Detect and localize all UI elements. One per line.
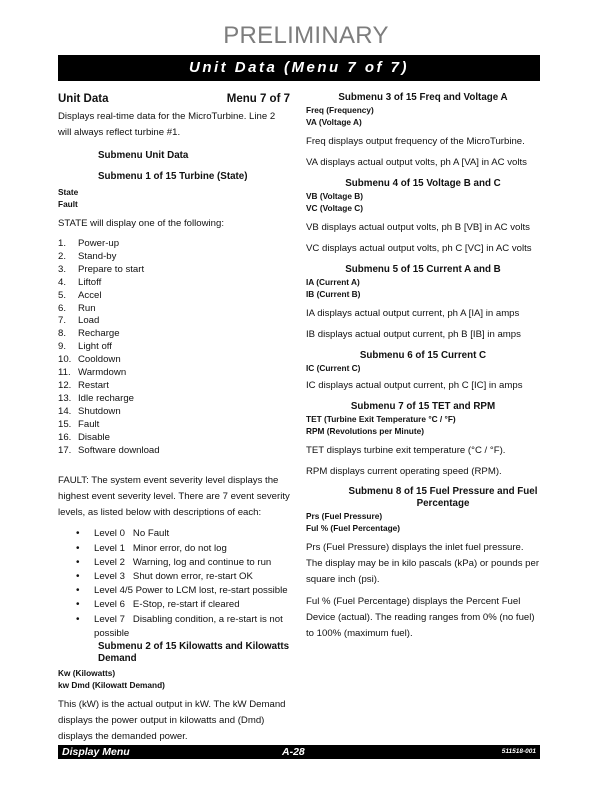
vb-label: VB (Voltage B) xyxy=(306,191,364,201)
severity-level-text: Level 6 E-Stop, re-start if cleared xyxy=(94,599,240,611)
severity-level-item xyxy=(76,527,290,541)
state-name: Software download xyxy=(78,444,160,456)
state-list-item xyxy=(58,238,290,251)
state-name: Load xyxy=(78,315,100,327)
section-title: Unit Data xyxy=(58,93,109,105)
severity-level-text: Level 4/5 Power to LCM lost, re-start possible xyxy=(94,585,288,597)
state-list-item xyxy=(58,315,290,328)
vc-description: VC displays actual output volts, ph C [VC] in AC volts xyxy=(306,243,532,254)
document-number: 511518-001 xyxy=(501,748,536,755)
rpm-label: RPM (Revolutions per Minute) xyxy=(306,426,424,436)
state-name: Warmdown xyxy=(78,367,127,379)
state-list-item xyxy=(58,406,290,419)
freq-label: Freq (Frequency) xyxy=(306,105,374,115)
severity-level-text: Level 3 Shut down error, re-start OK xyxy=(94,571,253,583)
intro-text: Displays real-time data for the MicroTurbine. Line 2 will always reflect turbine #1. xyxy=(58,111,276,138)
bullet-icon: • xyxy=(76,528,80,540)
kw-label: Kw (Kilowatts) xyxy=(58,668,116,679)
severity-level-item xyxy=(76,542,290,556)
submenu-8-heading: Submenu 8 of 15 Fuel Pressure and Fuel Percentage xyxy=(348,486,538,509)
tet-description: TET displays turbine exit temperature (°C / °F). xyxy=(306,445,506,456)
state-name: Disable xyxy=(78,431,110,443)
vc-label: VC (Voltage C) xyxy=(306,203,364,213)
submenu-3-heading: Submenu 3 of 15 Freq and Voltage A xyxy=(338,92,508,103)
state-number: 9. xyxy=(58,341,67,353)
severity-level-text: Level 1 Minor error, do not log xyxy=(94,542,227,554)
state-number: 17. xyxy=(58,444,72,456)
left-column xyxy=(58,91,290,745)
state-list-item xyxy=(58,445,290,458)
kw-description: This (kW) is the actual output in kW. The kW Demand displays the power output in kilowatts and (Dmd) displays the demanded power. xyxy=(58,699,286,743)
bullet-icon: • xyxy=(76,542,80,554)
page-number: A-28 xyxy=(282,746,305,758)
severity-level-item xyxy=(76,613,290,641)
state-number: 7. xyxy=(58,315,67,327)
state-intro: STATE will display one of the following: xyxy=(58,218,225,229)
state-list-item xyxy=(58,380,290,393)
ia-label: IA (Current A) xyxy=(306,277,360,287)
bullet-icon: • xyxy=(76,613,80,625)
state-number: 6. xyxy=(58,302,67,314)
bullet-icon: • xyxy=(76,571,80,583)
submenu-4-heading: Submenu 4 of 15 Voltage B and C xyxy=(345,178,501,189)
state-name: Restart xyxy=(78,379,109,391)
state-name: Cooldown xyxy=(78,354,121,366)
tet-label: TET (Turbine Exit Temperature °C / °F) xyxy=(306,414,456,424)
state-name: Fault xyxy=(78,418,100,430)
state-number: 11. xyxy=(58,367,71,379)
state-number: 10. xyxy=(58,354,72,366)
severity-level-item xyxy=(76,570,290,584)
rpm-description: RPM displays current operating speed (RPM). xyxy=(306,466,502,477)
state-name: Idle recharge xyxy=(78,392,134,404)
ib-label: IB (Current B) xyxy=(306,289,361,299)
state-list-item xyxy=(58,419,290,432)
severity-level-item xyxy=(76,584,290,598)
state-name: Light off xyxy=(78,341,112,353)
page-footer xyxy=(58,745,540,759)
state-list-item xyxy=(58,290,290,303)
bullet-icon: • xyxy=(76,599,80,611)
right-column xyxy=(306,91,540,642)
submenu-6-heading: Submenu 6 of 15 Current C xyxy=(359,350,487,361)
prs-description: Prs (Fuel Pressure) displays the inlet fuel pressure. The display may be in kilo pascals (kPa) or pounds per square inch (psi). xyxy=(306,542,540,585)
severity-level-text: Level 2 Warning, log and continue to run xyxy=(94,556,272,568)
state-name: Recharge xyxy=(78,328,120,340)
state-number: 2. xyxy=(58,250,67,262)
footer-section: Display Menu xyxy=(62,746,130,758)
prs-label: Prs (Fuel Pressure) xyxy=(306,511,383,521)
bullet-icon: • xyxy=(76,556,80,568)
state-number: 13. xyxy=(58,392,72,404)
ic-label: IC (Current C) xyxy=(306,363,361,373)
state-list-item xyxy=(58,341,290,354)
state-list-item xyxy=(58,303,290,316)
fault-label: Fault xyxy=(58,199,78,209)
state-name: Liftoff xyxy=(78,276,102,288)
vb-description: VB displays actual output volts, ph B [VB] in AC volts xyxy=(306,222,530,233)
state-list-item xyxy=(58,264,290,277)
freq-description: Freq displays output frequency of the MicroTurbine. xyxy=(306,136,525,147)
va-description: VA displays actual output volts, ph A [VA] in AC volts xyxy=(306,157,527,168)
state-name: Shutdown xyxy=(78,405,121,417)
severity-level-text: Level 7 Disabling condition, a re-start is not possible xyxy=(94,613,286,639)
state-number: 1. xyxy=(58,238,67,249)
severity-list xyxy=(76,527,290,641)
severity-level-item xyxy=(76,598,290,612)
submenu-7-heading: Submenu 7 of 15 TET and RPM xyxy=(350,401,496,412)
va-label: VA (Voltage A) xyxy=(306,117,362,127)
fuel-percent-label: Ful % (Fuel Percentage) xyxy=(306,523,401,533)
ib-description: IB displays actual output current, ph B [IB] in amps xyxy=(306,329,521,340)
fuel-description: Ful % (Fuel Percentage) displays the Percent Fuel Device (actual). The reading ranges from 0% (no fuel) to 100% (maximum fuel). xyxy=(306,596,535,639)
state-name: Prepare to start xyxy=(78,263,145,275)
state-list-item xyxy=(58,251,290,264)
state-number: 14. xyxy=(58,405,72,417)
fault-description: FAULT: The system event severity level displays the highest event severity level. There are 7 event severity levels, as listed below with descriptions of each: xyxy=(58,475,290,519)
state-list-item xyxy=(58,432,290,445)
state-number: 8. xyxy=(58,328,67,340)
state-list-item xyxy=(58,354,290,367)
ia-description: IA displays actual output current, ph A [IA] in amps xyxy=(306,308,520,319)
state-number: 5. xyxy=(58,289,67,301)
severity-level-text: Level 0 No Fault xyxy=(94,528,170,540)
state-name: Power-up xyxy=(78,238,120,249)
kwdmd-label: kw Dmd (Kilowatt Demand) xyxy=(58,680,165,691)
state-name: Accel xyxy=(78,289,102,301)
bullet-icon: • xyxy=(76,585,80,597)
ic-description: IC displays actual output current, ph C [IC] in amps xyxy=(306,380,523,391)
severity-level-item xyxy=(76,556,290,570)
state-number: 16. xyxy=(58,431,72,443)
state-number: 15. xyxy=(58,418,72,430)
state-list-item xyxy=(58,277,290,290)
state-list-item xyxy=(58,393,290,406)
submenu-2-heading: Submenu 2 of 15 Kilowatts and Kilowatts Demand xyxy=(98,641,290,665)
preliminary-watermark: PRELIMINARY xyxy=(223,22,389,49)
state-list-item xyxy=(58,367,290,380)
state-list-item xyxy=(58,328,290,341)
submenu-unit-heading: Submenu Unit Data xyxy=(98,150,189,161)
submenu-1-heading: Submenu 1 of 15 Turbine (State) xyxy=(98,171,248,182)
state-number: 3. xyxy=(58,263,67,275)
state-name: Run xyxy=(78,302,96,314)
state-list xyxy=(58,238,290,457)
state-number: 12. xyxy=(58,379,72,391)
menu-indicator: Menu 7 of 7 xyxy=(226,93,290,105)
page-banner: Unit Data (Menu 7 of 7) xyxy=(58,55,540,81)
submenu-5-heading: Submenu 5 of 15 Current A and B xyxy=(345,264,501,275)
section-heading xyxy=(58,91,290,107)
state-label: State xyxy=(58,187,79,197)
state-name: Stand-by xyxy=(78,250,117,262)
state-number: 4. xyxy=(58,276,67,288)
